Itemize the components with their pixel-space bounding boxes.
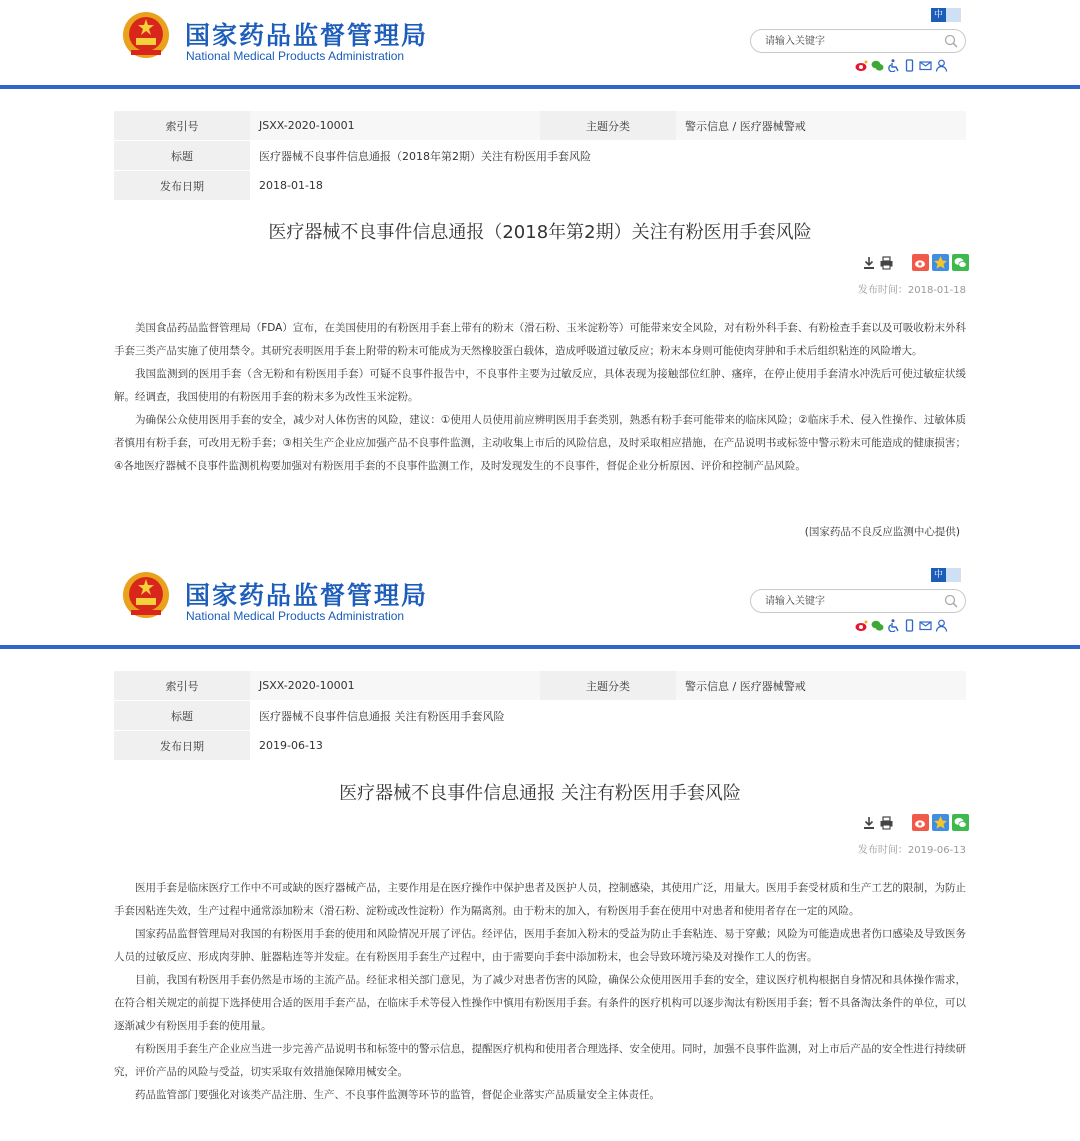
search-box: [750, 29, 966, 53]
weibo-icon[interactable]: [855, 57, 868, 70]
share-weibo-icon[interactable]: [912, 254, 929, 275]
language-switch: [931, 8, 961, 22]
national-emblem-icon: [121, 10, 171, 60]
lang-chinese-button[interactable]: 中: [931, 8, 946, 22]
article-title: 医疗器械不良事件信息通报 关注有粉医用手套风险: [339, 783, 741, 804]
mobile-icon[interactable]: [903, 617, 916, 630]
meta-date-value: 2019-06-13: [250, 731, 966, 761]
site-logo-english[interactable]: National Medical Products Administration: [186, 49, 405, 63]
meta-index-value: JSXX-2020-10001: [250, 111, 540, 141]
meta-title-value: 医疗器械不良事件信息通报（2018年第2期）关注有粉医用手套风险: [250, 141, 966, 171]
search-input[interactable]: [763, 592, 937, 611]
meta-date-label: 发布日期: [114, 171, 250, 201]
national-emblem-icon: [121, 570, 171, 620]
meta-category-label: 主题分类: [540, 111, 676, 141]
article-body: [114, 877, 966, 1107]
print-icon[interactable]: [879, 255, 894, 274]
header-tools: [855, 617, 948, 630]
download-icon[interactable]: [862, 255, 876, 274]
lang-english-button[interactable]: [946, 568, 961, 582]
share-wechat-icon[interactable]: [952, 254, 969, 275]
print-icon[interactable]: [879, 815, 894, 834]
publish-time: 发布时间：2019-06-13: [857, 845, 966, 856]
site-logo-chinese[interactable]: 国家药品监督管理局: [185, 21, 429, 50]
article-meta-table: [114, 111, 966, 201]
meta-title-label: 标题: [114, 701, 250, 731]
header-divider: [0, 85, 1080, 89]
body-paragraph: 国家药品监督管理局对我国的有粉医用手套的使用和风险情况开展了评估。经评估，医用手套加入粉末的受益为防止手套粘连、易于穿戴；风险为可能造成患者伤口感染及导致医务人员的过敏反应、形成肉芽肿、脏器粘连等并发症。在有粉医用手套生产过程中，由于需要向手套中添加粉末，也会导致环境污染及对操作工人的伤害。: [114, 928, 966, 963]
weibo-icon[interactable]: [855, 617, 868, 630]
article-meta-table: [114, 671, 966, 761]
user-icon[interactable]: [935, 57, 948, 70]
meta-category-value: 警示信息 / 医疗器械警戒: [676, 671, 966, 701]
publish-time: 发布时间：2018-01-18: [857, 285, 966, 296]
mail-icon[interactable]: [919, 57, 932, 70]
body-paragraph: 美国食品药品监督管理局（FDA）宣布，在美国使用的有粉医用手套上带有的粉末（滑石粉、玉米淀粉等）可能带来安全风险，对有粉外科手套、有粉检查手套以及可吸收粉末外科手套三类产品实施了使用禁令。其研究表明医用手套上附带的粉末可能成为天然橡胶蛋白载体，造成呼吸道过敏反应；粉末本身则可能使肉芽肿和手术后组织粘连的风险增大。: [114, 322, 966, 357]
share-weibo-icon[interactable]: [912, 814, 929, 835]
search-input[interactable]: [763, 32, 937, 51]
article-source: (国家药品不良反应监测中心提供): [804, 526, 960, 538]
header-divider: [0, 645, 1080, 649]
meta-category-label: 主题分类: [540, 671, 676, 701]
share-toolbar: [862, 814, 969, 835]
site-header: [0, 560, 1080, 645]
share-qzone-icon[interactable]: [932, 814, 949, 835]
meta-title-value: 医疗器械不良事件信息通报 关注有粉医用手套风险: [250, 701, 966, 731]
wechat-icon[interactable]: [871, 617, 884, 630]
site-logo-chinese[interactable]: 国家药品监督管理局: [185, 581, 429, 610]
mobile-icon[interactable]: [903, 57, 916, 70]
body-paragraph: 我国监测到的医用手套（含无粉和有粉医用手套）可疑不良事件报告中，不良事件主要为过敏反应，具体表现为接触部位红肿、瘙痒，在停止使用手套清水冲洗后可使过敏症状缓解。经调查，我国使用的有粉医用手套的粉末多为改性玉米淀粉。: [114, 368, 966, 403]
share-qzone-icon[interactable]: [932, 254, 949, 275]
search-icon[interactable]: [944, 594, 958, 608]
body-paragraph: 目前，我国有粉医用手套仍然是市场的主流产品。经征求相关部门意见，为了减少对患者伤害的风险，确保公众使用医用手套的安全，建议医疗机构根据自身情况和具体操作需求，在符合相关规定的前提下选择使用合适的医用手套产品，在临床手术等侵入性操作中慎用有粉医用手套。有条件的医疗机构可以逐步淘汰有粉医用手套；暂不具备淘汰条件的单位，可以逐渐减少有粉医用手套的使用量。: [114, 974, 966, 1032]
article-body: [114, 317, 966, 478]
article-screenshot-2: [0, 560, 1080, 1141]
download-icon[interactable]: [862, 815, 876, 834]
share-toolbar: [862, 254, 969, 275]
search-box: [750, 589, 966, 613]
body-paragraph: 药品监管部门要强化对该类产品注册、生产、不良事件监测等环节的监管，督促企业落实产品质量安全主体责任。: [135, 1089, 660, 1101]
meta-title-label: 标题: [114, 141, 250, 171]
search-icon[interactable]: [944, 34, 958, 48]
lang-chinese-button[interactable]: 中: [931, 568, 946, 582]
body-paragraph: 有粉医用手套生产企业应当进一步完善产品说明书和标签中的警示信息，提醒医疗机构和使用者合理选择、安全使用。同时，加强不良事件监测，对上市后产品的安全性进行持续研究，评价产品的风险与受益，切实采取有效措施保障用械安全。: [114, 1043, 966, 1078]
article-screenshot-1: [0, 0, 1080, 560]
meta-index-label: 索引号: [114, 111, 250, 141]
user-icon[interactable]: [935, 617, 948, 630]
meta-date-label: 发布日期: [114, 731, 250, 761]
meta-index-value: JSXX-2020-10001: [250, 671, 540, 701]
body-paragraph: 为确保公众使用医用手套的安全，减少对人体伤害的风险，建议：①使用人员使用前应辨明医用手套类别，熟悉有粉手套可能带来的临床风险；②临床手术、侵入性操作、过敏体质者慎用有粉手套，可改用无粉手套；③相关生产企业应加强产品不良事件监测，主动收集上市后的风险信息，及时采取相应措施，在产品说明书或标签中警示粉末可能造成的健康损害；④各地医疗器械不良事件监测机构要加强对有粉医用手套的不良事件监测工作，及时发现发生的不良事件，督促企业分析原因、评价和控制产品风险。: [114, 414, 966, 472]
meta-index-label: 索引号: [114, 671, 250, 701]
site-header: [0, 0, 1080, 85]
body-paragraph: 医用手套是临床医疗工作中不可或缺的医疗器械产品，主要作用是在医疗操作中保护患者及医护人员，控制感染，其使用广泛，用量大。医用手套受材质和生产工艺的限制，为防止手套因粘连失效，生产过程中通常添加粉末（滑石粉、淀粉或改性淀粉）作为隔离剂。由于粉末的加入，有粉医用手套在使用中对患者和使用者存在一定的风险。: [114, 882, 966, 917]
wechat-icon[interactable]: [871, 57, 884, 70]
accessibility-icon[interactable]: [887, 57, 900, 70]
mail-icon[interactable]: [919, 617, 932, 630]
meta-category-value: 警示信息 / 医疗器械警戒: [676, 111, 966, 141]
header-tools: [855, 57, 948, 70]
article-title: 医疗器械不良事件信息通报（2018年第2期）关注有粉医用手套风险: [268, 222, 812, 243]
site-logo-english[interactable]: National Medical Products Administration: [186, 609, 405, 623]
lang-english-button[interactable]: [946, 8, 961, 22]
meta-date-value: 2018-01-18: [250, 171, 966, 201]
share-wechat-icon[interactable]: [952, 814, 969, 835]
language-switch: [931, 568, 961, 582]
accessibility-icon[interactable]: [887, 617, 900, 630]
